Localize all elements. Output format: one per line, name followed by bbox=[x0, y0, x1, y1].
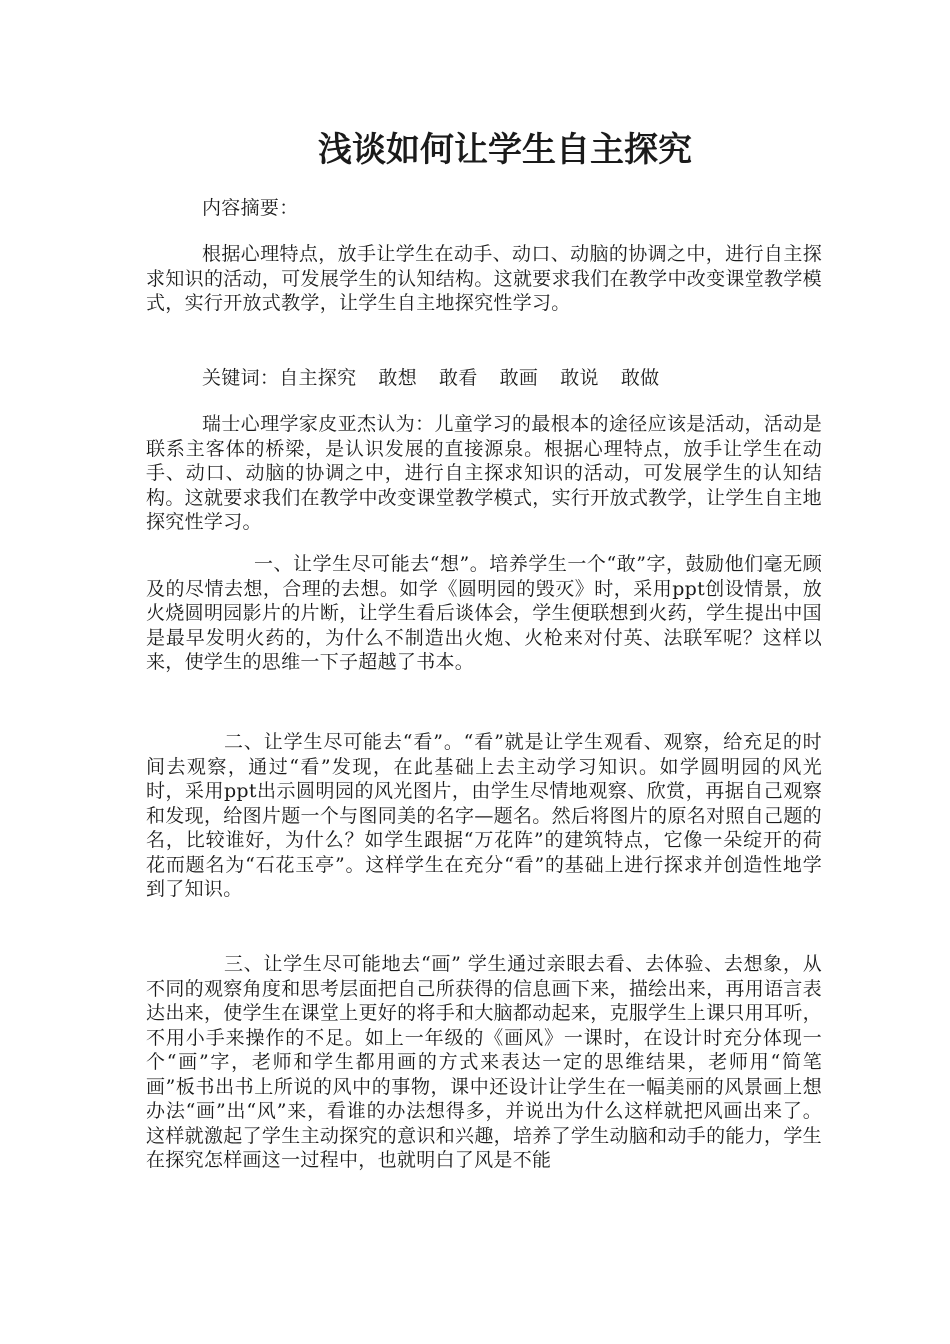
section-3-paragraph: 三、让学生尽可能地去“画” 学生通过亲眼去看、去体验、去想象，从不同的观察角度和思考层面把自己所获得的信息画下来，描绘出来，再用语言表达出来，使学生在课堂上更好的将手和大脑都动起来，克服学生上课只用耳听，不用小手来操作的不足。如上一年级的《画风》一课时，在设计时充分体现一个“画”字，老师和学生都用画的方式来表达一定的思维结果，老师用“简笔画”板书出书上所说的风中的事物，课中还设计让学生在一幅美丽的风景画上想办法“画”出“风”来，看谁的办法想得多，并说出为什么这样就把风画出来了。这样就激起了学生主动探究的意识和兴趣，培养了学生动脑和动手的能力，学生在探究怎样画这一过程中，也就明白了风是不能 bbox=[146, 953, 822, 1171]
abstract-paragraph: 根据心理特点，放手让学生在动手、动口、动脑的协调之中，进行自主探求知识的活动，可发展学生的认知结构。这就要求我们在教学中改变课堂教学模式，实行开放式教学，让学生自主地探究性学习。 bbox=[146, 243, 822, 314]
keyword: 敢画 bbox=[499, 367, 539, 389]
keyword: 敢看 bbox=[439, 367, 478, 389]
keywords-label: 关键词： bbox=[202, 367, 280, 389]
abstract-label: 内容摘要： bbox=[202, 197, 299, 219]
keyword: 敢做 bbox=[620, 367, 660, 389]
keyword: 敢想 bbox=[378, 367, 418, 389]
intro-paragraph: 瑞士心理学家皮亚杰认为：儿童学习的最根本的途径应该是活动，活动是联系主客体的桥梁，是认识发展的直接源泉。根据心理特点，放手让学生在动手、动口、动脑的协调之中，进行自主探求知识的活动，可发展学生的认知结构。这就要求我们在教学中改变课堂教学模式，实行开放式教学，让学生自主地探究性学习。 bbox=[146, 413, 822, 533]
keyword: 敢说 bbox=[560, 367, 599, 389]
document-title: 浅谈如何让学生自主探究 bbox=[318, 130, 692, 170]
section-2-paragraph: 二、让学生尽可能去“看”。“看”就是让学生观看、观察，给充足的时间去观察，通过“看”发现，在此基础上去主动学习知识。如学圆明园的风光时，采用ppt出示圆明园的风光图片，由学生尽情地观察、欣赏，再据自己观察和发现，给图片题一个与图同美的名字—题名。然后将图片的原名对照自己题的名，比较谁好，为什么？如学生跟据“万花阵”的建筑特点，它像一朵绽开的荷花而题名为“石花玉亭”。这样学生在充分“看”的基础上进行探求并创造性地学到了知识。 bbox=[146, 731, 822, 900]
keywords-line bbox=[146, 366, 822, 391]
keyword: 自主探究 bbox=[279, 367, 357, 389]
section-1-paragraph: 一、让学生尽可能去“想”。培养学生一个“敢”字，鼓励他们毫无顾及的尽情去想，合理的去想。如学《圆明园的毁灭》时，采用ppt创设情景，放火烧圆明园影片的片断，让学生看后谈体会，学生便联想到火药，学生提出中国是最早发明火药的，为什么不制造出火炮、火枪来对付英、法联军呢？这样以来，使学生的思维一下子超越了书本。 bbox=[146, 553, 822, 673]
